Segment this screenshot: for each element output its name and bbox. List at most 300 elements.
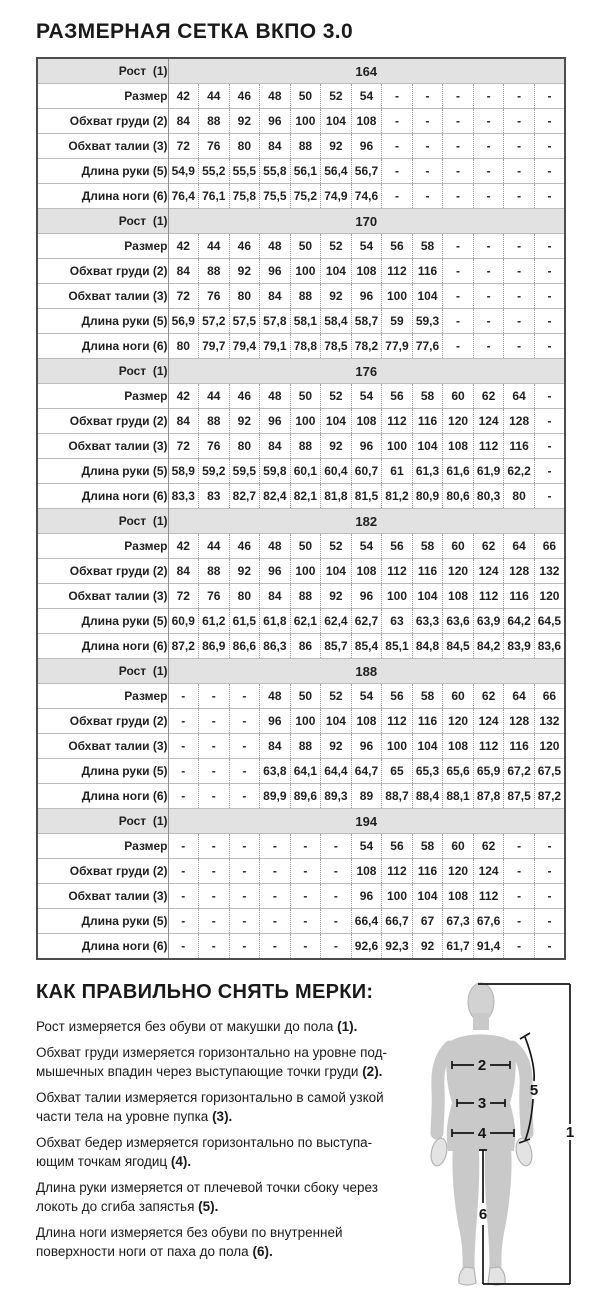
size-cell: 92 — [229, 409, 260, 434]
size-cell: - — [534, 334, 565, 359]
size-cell: - — [504, 284, 535, 309]
size-cell: 96 — [351, 434, 382, 459]
size-cell: 62,2 — [504, 459, 535, 484]
size-cell: 46 — [229, 234, 260, 259]
size-cell: 92 — [321, 134, 352, 159]
table-row — [37, 184, 565, 209]
size-cell: 100 — [382, 734, 413, 759]
size-cell: 52 — [321, 684, 352, 709]
size-cell: 116 — [412, 259, 443, 284]
size-cell: 60 — [443, 534, 474, 559]
size-cell: 67,2 — [504, 759, 535, 784]
size-cell: 87,5 — [504, 784, 535, 809]
size-cell: - — [321, 834, 352, 859]
figure-label-chest: 2 — [477, 1057, 487, 1074]
size-cell: 58,4 — [321, 309, 352, 334]
size-cell: 78,5 — [321, 334, 352, 359]
size-cell: 88 — [290, 284, 321, 309]
size-cell: 48 — [260, 534, 291, 559]
size-cell: - — [473, 184, 504, 209]
instruction-paragraph: Длина руки измеряется от плечевой точки сбоку через локоть до сгиба запястья (5). — [36, 1180, 378, 1214]
size-cell: 59 — [382, 309, 413, 334]
measure-ref-number: (4). — [170, 1154, 192, 1169]
row-label: Обхват груди (2) — [37, 709, 168, 734]
figure-label-leg: 6 — [478, 1206, 488, 1223]
size-cell: 72 — [168, 284, 199, 309]
size-cell: 124 — [473, 559, 504, 584]
size-cell: 84 — [260, 434, 291, 459]
size-cell: 64 — [504, 384, 535, 409]
table-row — [37, 884, 565, 909]
size-cell: - — [321, 934, 352, 960]
size-cell: - — [168, 784, 199, 809]
size-cell: - — [504, 909, 535, 934]
size-cell: - — [534, 259, 565, 284]
size-cell: 58 — [412, 534, 443, 559]
size-cell: - — [443, 134, 474, 159]
size-cell: - — [260, 859, 291, 884]
size-cell: 92 — [321, 434, 352, 459]
size-cell: - — [473, 134, 504, 159]
size-cell: - — [168, 909, 199, 934]
size-cell: 62 — [473, 684, 504, 709]
size-cell: - — [168, 684, 199, 709]
size-cell: 62 — [473, 384, 504, 409]
size-cell: 76 — [199, 584, 230, 609]
size-cell: - — [473, 159, 504, 184]
row-label: Размер — [37, 84, 168, 109]
size-cell: - — [534, 159, 565, 184]
size-cell: 54 — [351, 234, 382, 259]
size-cell: 76,4 — [168, 184, 199, 209]
size-cell: 82,1 — [290, 484, 321, 509]
size-cell: 56,1 — [290, 159, 321, 184]
size-cell: 52 — [321, 84, 352, 109]
size-cell: 42 — [168, 84, 199, 109]
size-cell: 58 — [412, 684, 443, 709]
size-cell: - — [534, 184, 565, 209]
size-cell: 89,9 — [260, 784, 291, 809]
size-cell: 66,4 — [351, 909, 382, 934]
table-row — [37, 134, 565, 159]
size-cell: 89,3 — [321, 784, 352, 809]
row-label: Длина руки (5) — [37, 159, 168, 184]
row-label: Обхват груди (2) — [37, 109, 168, 134]
size-cell: 44 — [199, 384, 230, 409]
measure-ref-number: (5). — [198, 1199, 219, 1214]
size-cell: 83,6 — [534, 634, 565, 659]
size-cell: 56 — [382, 234, 413, 259]
size-cell: - — [534, 434, 565, 459]
row-label-rost: Рост (1) — [37, 809, 168, 834]
size-cell: 72 — [168, 584, 199, 609]
size-cell: 120 — [534, 734, 565, 759]
height-value: 170 — [168, 209, 565, 234]
size-cell: - — [473, 84, 504, 109]
figure-label-arm: 5 — [529, 1082, 539, 1099]
size-cell: 64,1 — [290, 759, 321, 784]
size-cell: 116 — [504, 434, 535, 459]
size-cell: 92 — [412, 934, 443, 960]
size-cell: - — [199, 709, 230, 734]
size-cell: 67,5 — [534, 759, 565, 784]
instruction-paragraph: Обхват талии измеряется горизонтально в самой узкой части тела на уровне пупка (3). — [36, 1090, 384, 1124]
size-cell: 75,5 — [260, 184, 291, 209]
size-cell: 88,4 — [412, 784, 443, 809]
size-cell: - — [229, 934, 260, 960]
size-cell: 108 — [351, 709, 382, 734]
size-cell: 76 — [199, 284, 230, 309]
size-cell: 48 — [260, 84, 291, 109]
size-cell: 88,1 — [443, 784, 474, 809]
size-cell: 59,3 — [412, 309, 443, 334]
size-cell: 80 — [229, 434, 260, 459]
size-cell: - — [290, 934, 321, 960]
size-cell: - — [229, 684, 260, 709]
size-cell: 62 — [473, 534, 504, 559]
table-row — [37, 459, 565, 484]
size-chart-body — [37, 58, 565, 959]
size-cell: 54 — [351, 834, 382, 859]
size-cell: 108 — [443, 434, 474, 459]
size-cell: - — [443, 259, 474, 284]
size-cell: 60,1 — [290, 459, 321, 484]
size-cell: 83 — [199, 484, 230, 509]
size-cell: - — [199, 859, 230, 884]
size-cell: - — [504, 309, 535, 334]
size-cell: - — [504, 84, 535, 109]
size-cell: - — [504, 134, 535, 159]
size-cell: 67 — [412, 909, 443, 934]
size-cell: 62 — [473, 834, 504, 859]
size-cell: 84 — [260, 284, 291, 309]
size-cell: - — [168, 709, 199, 734]
size-cell: 86,9 — [199, 634, 230, 659]
size-cell: - — [260, 834, 291, 859]
size-cell: - — [504, 234, 535, 259]
size-cell: 67,3 — [443, 909, 474, 934]
size-cell: 64 — [504, 684, 535, 709]
size-cell: 124 — [473, 859, 504, 884]
size-cell: 104 — [412, 284, 443, 309]
size-cell: 76,1 — [199, 184, 230, 209]
size-cell: 84 — [260, 584, 291, 609]
size-cell: - — [534, 859, 565, 884]
measure-ref-number: (1). — [337, 1019, 358, 1034]
table-row — [37, 634, 565, 659]
size-cell: 85,7 — [321, 634, 352, 659]
size-cell: - — [473, 234, 504, 259]
size-cell: - — [504, 159, 535, 184]
row-label: Размер — [37, 834, 168, 859]
size-cell: - — [504, 184, 535, 209]
figure-label-hips: 4 — [477, 1125, 487, 1142]
size-cell: 66,7 — [382, 909, 413, 934]
height-value: 182 — [168, 509, 565, 534]
height-section-header-row — [37, 809, 565, 834]
size-cell: - — [290, 884, 321, 909]
size-cell: 82,4 — [260, 484, 291, 509]
size-cell: 89 — [351, 784, 382, 809]
size-cell: - — [168, 859, 199, 884]
size-cell: 56,7 — [351, 159, 382, 184]
size-cell: 60 — [443, 834, 474, 859]
size-cell: 100 — [290, 409, 321, 434]
size-cell: 86 — [290, 634, 321, 659]
size-cell: 112 — [473, 884, 504, 909]
height-section-header-row — [37, 209, 565, 234]
size-cell: 88 — [290, 434, 321, 459]
size-cell: 58,7 — [351, 309, 382, 334]
size-cell: 116 — [412, 559, 443, 584]
size-cell: 86,3 — [260, 634, 291, 659]
size-cell: 108 — [351, 109, 382, 134]
size-cell: - — [168, 934, 199, 960]
size-cell: - — [412, 109, 443, 134]
size-cell: 87,2 — [534, 784, 565, 809]
size-cell: 87,2 — [168, 634, 199, 659]
size-cell: - — [534, 834, 565, 859]
size-cell: 64,2 — [504, 609, 535, 634]
size-cell: 100 — [382, 884, 413, 909]
size-cell: - — [504, 109, 535, 134]
size-cell: 100 — [382, 584, 413, 609]
table-row — [37, 934, 565, 960]
size-cell: 59,2 — [199, 459, 230, 484]
size-cell: 88 — [199, 259, 230, 284]
size-cell: - — [321, 884, 352, 909]
row-label: Размер — [37, 534, 168, 559]
row-label-rost: Рост (1) — [37, 659, 168, 684]
size-cell: 116 — [412, 409, 443, 434]
size-cell: 66 — [534, 534, 565, 559]
row-label: Длина руки (5) — [37, 609, 168, 634]
size-cell: 83,3 — [168, 484, 199, 509]
size-cell: 96 — [351, 734, 382, 759]
table-row — [37, 334, 565, 359]
instructions-list — [36, 1017, 456, 1268]
row-label: Обхват талии (3) — [37, 434, 168, 459]
size-cell: 92 — [229, 109, 260, 134]
size-cell: 54,9 — [168, 159, 199, 184]
size-cell: 124 — [473, 709, 504, 734]
size-cell: - — [412, 184, 443, 209]
size-cell: - — [229, 859, 260, 884]
size-cell: 48 — [260, 234, 291, 259]
table-row — [37, 909, 565, 934]
size-cell: - — [382, 109, 413, 134]
size-cell: 62,1 — [290, 609, 321, 634]
size-cell: 42 — [168, 384, 199, 409]
size-cell: 60,4 — [321, 459, 352, 484]
size-cell: 112 — [382, 559, 413, 584]
size-cell: 76 — [199, 434, 230, 459]
size-cell: 80 — [229, 134, 260, 159]
size-cell: 124 — [473, 409, 504, 434]
size-cell: 50 — [290, 84, 321, 109]
table-row — [37, 859, 565, 884]
instruction-paragraph: Обхват груди измеряется горизонтально на уровне под- мышечных впадин через выступающие точки груди (2). — [36, 1045, 387, 1079]
table-row — [37, 234, 565, 259]
size-cell: 84 — [260, 134, 291, 159]
size-cell: 65,3 — [412, 759, 443, 784]
instruction-paragraph: Обхват бедер измеряется горизонтально по выступа- ющим точкам ягодиц (4). — [36, 1135, 373, 1169]
table-row — [37, 759, 565, 784]
size-cell: - — [382, 159, 413, 184]
size-cell: 84,8 — [412, 634, 443, 659]
row-label: Длина ноги (6) — [37, 484, 168, 509]
size-cell: 92 — [321, 734, 352, 759]
table-row — [37, 834, 565, 859]
size-cell: 56,4 — [321, 159, 352, 184]
size-cell: 46 — [229, 84, 260, 109]
size-cell: - — [260, 909, 291, 934]
size-cell: 52 — [321, 234, 352, 259]
size-cell: 81,2 — [382, 484, 413, 509]
size-cell: 84 — [260, 734, 291, 759]
size-cell: - — [229, 909, 260, 934]
row-label: Обхват талии (3) — [37, 884, 168, 909]
size-cell: 104 — [412, 884, 443, 909]
size-cell: 75,2 — [290, 184, 321, 209]
size-cell: 120 — [443, 709, 474, 734]
row-label: Обхват талии (3) — [37, 734, 168, 759]
size-cell: 72 — [168, 134, 199, 159]
size-cell: 50 — [290, 534, 321, 559]
size-cell: 74,9 — [321, 184, 352, 209]
table-row — [37, 159, 565, 184]
size-cell: 60 — [443, 684, 474, 709]
row-label: Размер — [37, 684, 168, 709]
size-cell: 57,8 — [260, 309, 291, 334]
size-cell: 42 — [168, 534, 199, 559]
size-cell: 96 — [351, 284, 382, 309]
height-value: 188 — [168, 659, 565, 684]
size-cell: 82,7 — [229, 484, 260, 509]
size-cell: - — [504, 884, 535, 909]
size-cell: - — [412, 84, 443, 109]
size-cell: 89,6 — [290, 784, 321, 809]
size-cell: 92 — [321, 284, 352, 309]
size-cell: 84 — [168, 109, 199, 134]
size-cell: 50 — [290, 684, 321, 709]
height-value: 164 — [168, 58, 565, 84]
size-cell: 104 — [321, 709, 352, 734]
size-cell: 66 — [534, 684, 565, 709]
size-cell: 108 — [351, 559, 382, 584]
size-cell: 108 — [351, 409, 382, 434]
size-cell: 108 — [351, 259, 382, 284]
size-cell: 104 — [321, 559, 352, 584]
size-cell: 112 — [382, 859, 413, 884]
size-cell: - — [412, 134, 443, 159]
size-cell: 96 — [351, 884, 382, 909]
size-cell: 80 — [229, 584, 260, 609]
size-cell: - — [473, 259, 504, 284]
size-cell: 64,4 — [321, 759, 352, 784]
table-row — [37, 609, 565, 634]
figure-label-waist: 3 — [477, 1095, 487, 1112]
size-cell: 50 — [290, 234, 321, 259]
size-cell: - — [229, 709, 260, 734]
size-cell: 48 — [260, 384, 291, 409]
row-label: Размер — [37, 234, 168, 259]
table-row — [37, 84, 565, 109]
size-cell: 96 — [260, 559, 291, 584]
size-cell: - — [260, 934, 291, 960]
size-cell: - — [290, 834, 321, 859]
size-cell: 58,9 — [168, 459, 199, 484]
size-cell: 116 — [504, 584, 535, 609]
size-cell: - — [473, 309, 504, 334]
size-cell: 65 — [382, 759, 413, 784]
size-cell: 88,7 — [382, 784, 413, 809]
size-cell: 58 — [412, 834, 443, 859]
size-cell: 44 — [199, 84, 230, 109]
size-cell: 96 — [351, 134, 382, 159]
size-cell: 61,9 — [473, 459, 504, 484]
size-cell: - — [534, 384, 565, 409]
size-cell: 81,8 — [321, 484, 352, 509]
row-label: Длина ноги (6) — [37, 934, 168, 960]
size-cell: 56 — [382, 534, 413, 559]
size-cell: 88 — [199, 109, 230, 134]
row-label-rost: Рост (1) — [37, 209, 168, 234]
size-cell: 75,8 — [229, 184, 260, 209]
size-cell: 112 — [473, 584, 504, 609]
size-cell: 84,5 — [443, 634, 474, 659]
size-cell: 79,4 — [229, 334, 260, 359]
size-cell: - — [229, 759, 260, 784]
size-cell: 100 — [382, 284, 413, 309]
size-cell: - — [534, 909, 565, 934]
size-cell: 54 — [351, 384, 382, 409]
size-cell: 65,6 — [443, 759, 474, 784]
size-cell: 54 — [351, 684, 382, 709]
size-cell: 48 — [260, 684, 291, 709]
size-cell: 64,7 — [351, 759, 382, 784]
table-row — [37, 559, 565, 584]
size-cell: - — [290, 909, 321, 934]
size-cell: 84,2 — [473, 634, 504, 659]
measurement-figure-diagram — [430, 975, 600, 1301]
size-cell: 64 — [504, 534, 535, 559]
size-cell: 112 — [473, 734, 504, 759]
table-row — [37, 309, 565, 334]
size-cell: 52 — [321, 384, 352, 409]
size-cell: 58 — [412, 384, 443, 409]
size-cell: 96 — [260, 109, 291, 134]
size-cell: - — [443, 159, 474, 184]
size-cell: - — [534, 109, 565, 134]
size-cell: 62,4 — [321, 609, 352, 634]
size-cell: - — [534, 134, 565, 159]
size-cell: 56 — [382, 384, 413, 409]
size-cell: 85,1 — [382, 634, 413, 659]
size-cell: 77,9 — [382, 334, 413, 359]
size-cell: 60,9 — [168, 609, 199, 634]
size-cell: 92,3 — [382, 934, 413, 960]
size-cell: 100 — [290, 559, 321, 584]
size-cell: - — [229, 784, 260, 809]
size-cell: - — [199, 834, 230, 859]
size-cell: 96 — [351, 584, 382, 609]
size-cell: - — [229, 884, 260, 909]
row-label: Обхват талии (3) — [37, 284, 168, 309]
size-cell: 100 — [382, 434, 413, 459]
size-cell: 72 — [168, 434, 199, 459]
size-cell: 63,3 — [412, 609, 443, 634]
